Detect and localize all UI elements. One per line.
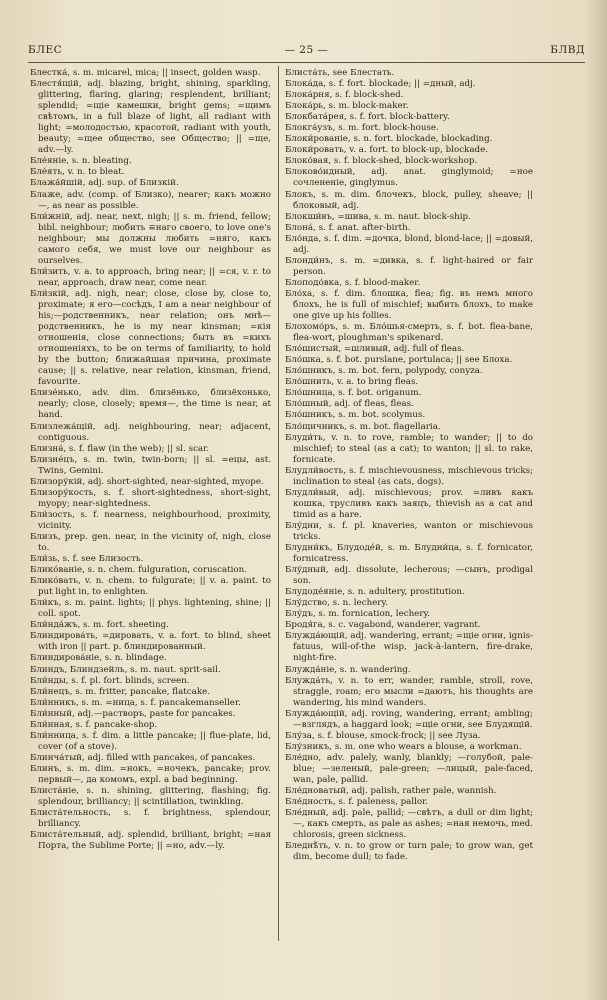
dictionary-entry: Бло́шница, s. f. bot. origanum. [285,388,422,399]
dictionary-entry: Блонди́нъ, s. m. =дивка, s. f. light-haired or fair person. [285,255,533,277]
dictionary-entry: Бло́щичникъ, s. m. bot. flagellaria. [285,421,441,432]
dictionary-entry: Бло́шникъ, s. m. bot. fern, polypody, conyza. [285,366,483,377]
dictionary-entry: Блоково́идный, adj. anat. ginglymoid; =ное сочлененіе, ginglymus. [285,167,533,189]
dictionary-entry: Блу́дни, s. f. pl. knaveries, wanton or mischievous tricks. [285,520,533,542]
dictionary-entry: Бли́нная, s. f. pancake-shop. [30,719,158,730]
dictionary-entry: Близъ, prep. gen. near, in the vicinity of, nigh, close to. [30,531,271,554]
dictionary-entry: Бло́шникъ, s. m. bot. scolymus. [285,410,426,421]
dictionary-entry: Блинча́тый, adj. filled with pancakes, of pancakes. [30,752,256,763]
dictionary-entry: Блестка́, s. m. micarel, mica; || insect, golden wasp. [30,68,261,78]
dictionary-entry: Блокга́узъ, s. m. fort. block-house. [285,123,439,134]
dictionary-entry: Бле́дность, s. f. paleness, pallor. [285,797,429,808]
dictionary-entry: Блико́вать, v. n. chem. to fulgurate; || v. a. paint. to put light in, to enlighten. [30,576,271,598]
dictionary-entry: Блинъ, s. m. dim. =нокъ, =ночекъ, pancake; prov. первый—, да комомъ, expl. a bad beginning. [30,763,271,785]
dictionary-entry: Бле́ять, v. n. to bleat. [30,167,125,178]
left-column [30,68,271,948]
dictionary-entry: Бли́жній, adj. near, next, nigh; || s. m. friend, fellow; bibl. neighbour; любить ≡наго своего, to love one's neighbour; мы должны любить =няго, какъ самого себя, we must love our neighbour as ourselves. [30,211,271,266]
dictionary-entry: Блудни́къ, Блудоде́й, s. m. Блудни́ца, s. f. fornicator, fornicatress. [285,543,533,565]
dictionary-entry: Бло́шный, adj. of fleas, fleas. [285,399,414,410]
dictionary-entry: Блоко́вая, s. f. block-shed, block-workshop. [285,156,478,167]
dictionary-entry: Бли́нда́жъ, s. m. fort. sheeting. [30,620,169,631]
dictionary-entry: Бродя́га, s. c. vagabond, wanderer, vagrant. [285,620,481,631]
dictionary-entry: Близе́нько, adv. dim. близёнько, близёхонько, nearly; close, closely; время—, the time is near, at hand. [30,388,271,421]
dictionary-entry: Блиндъ, Блиндзейль, s. m. naut. sprit-sail. [30,664,221,675]
dictionary-entry: Блиста́ніе, s. n. shining, glittering, flashing; fig. splendour, brilliancy; || scintillation, twinkling. [30,786,271,808]
dictionary-entry: Близору́кій, adj. short-sighted, near-sighted, myope. [30,476,264,487]
dictionary-entry: Бло́нда, s. f. dim. =дочка, blond, blond-lace; || =довый, adj. [285,233,533,255]
dictionary-entry: Блу́зникъ, s. m. one who wears a blouse, a workman. [285,741,522,752]
dictionary-entry: Близна́, s. f. flaw (in the web); || sl. scar. [30,443,210,454]
dictionary-entry: Блохомо́ръ, s. m. Бло́шья-смерть, s. f. bot. flea-bane, flea-wort, ploughman's spikenard. [285,322,533,344]
dictionary-entry: Блу́дный, adj. dissolute, lecherous; —сынъ, prodigal son. [285,565,533,587]
dictionary-entry: Бли́зь, s. f. see Близость. [30,554,144,565]
dictionary-entry: Блокъ, s. m. dim. блочекъ, block, pulley, sheave; || блоковый, adj. [285,189,533,211]
dictionary-entry: Блока́рь, s. m. block-maker. [285,101,409,112]
dictionary-entry: Бледнѣ́ть, v. n. to grow or turn pale; to grow wan, get dim, become dull; to fade. [285,841,533,863]
dictionary-entry: Блудли́вость, s. f. mischievousness, mischievous tricks; inclination to steal (as cats, dogs). [285,465,533,487]
dictionary-entry: Блоподо́вка, s. f. blood-maker. [285,277,421,288]
column-divider [278,66,279,941]
right-column [285,68,533,948]
dictionary-entry: Бле́дно, adv. palely, wanly, blankly; —голубой, pale-blue; —зеленый, pale-green; —лицый, pale-faced, wan, pale, pallid. [285,752,533,785]
dictionary-entry: Блиндирова́ніе, s. n. blindage. [30,653,167,664]
dictionary-entry: Блиста́тельный, adj. splendid, brilliant, bright; =ная Порта, the Sublime Porte; || =но, adv.—ly. [30,830,271,852]
dictionary-entry: Блаже, adv. (comp. of Близко), nearer; какъ можно—, as near as possible. [30,189,271,211]
header-right-guideword: БЛВД [550,44,585,56]
dictionary-entry: Блоки́рованіе, s. n. fort. blockade, blockading. [285,134,493,145]
dictionary-entry: Блиста́ть, see Блестать. [285,68,395,78]
dictionary-entry: Бли́нница, s. f. dim. a little pancake; || flue-plate, lid, cover (of a stove). [30,730,271,752]
dictionary-entry: Блужда́ющій, adj. roving, wandering, errant; ambling; —взглядъ, a haggard look; =щіе огни, see Блудящій. [285,708,533,730]
dictionary-entry: Блиндирова́ть, =дировать, v. a. fort. to blind, sheet with iron || part. p. блиндированный. [30,631,271,653]
dictionary-entry: Блужда́ющій, adj. wandering, errant; =щіе огни, ignis-fatuus, will-of-the wisp, jack-à-lantern, fire-drake, night-fire. [285,631,533,664]
header-rule [28,62,585,63]
dictionary-entry: Близору́кость, s. f. short-sightedness, short-sight, myopy; near-sightedness. [30,487,271,509]
page-number: — 25 — [284,44,329,56]
dictionary-entry: Блоки́ровать, v. a. fort. to block-up, blockade. [285,145,488,156]
dictionary-entry: Блудоде́яніе, s. n. adultery, prostitution. [285,587,465,598]
dictionary-entry: Блико́ваніе, s. n. chem. fulguration, coruscation. [30,565,248,576]
dictionary-entry: Блажа́йшій, adj. sup. of Близкій. [30,178,179,189]
dictionary-entry: Блу́за, s. f. blouse, smock-frock; || see Луза. [285,730,481,741]
dictionary-entry: Блока́рня, s. f. block-shed. [285,90,404,101]
dictionary-entry: Бли́къ, s. m. paint. lights; || phys. lightening, shine; || coll. spot. [30,598,271,620]
dictionary-entry: Блокбата́рея, s. f. fort. block-battery. [285,112,450,123]
dictionary-entry: Блестя́щій, adj. blazing, bright, shining, sparkling, glittering, flaring, glaring; resplendent, brilliant; splendid; =щіе камешки, bright gems; =щимъ свѣтомъ, in a full blaze of light, all radiant with light; =молодостью, красотой, radiant with youth, beauty; =щее общество, see Общество; || =ще, adv.—ly. [30,79,271,156]
dictionary-entry: Бло́шка, s. f. bot. purslane, portulaca; || see Блоха. [285,355,513,366]
dictionary-entry: Бло́шистый, =шливый, adj. full of fleas. [285,344,465,355]
dictionary-entry: Бли́нникъ, s. m. =ница, s. f. pancakemanseller. [30,697,241,708]
header-left-guideword: БЛЕС [28,44,63,56]
dictionary-entry: Блока́да, s. f. fort. blockade; || =дный, adj. [285,79,476,90]
dictionary-entry: Бли́зкій, adj. nigh, near; close, close by, close to, proximate; я его—сосѣдъ, I am a near neighbour of his;—родственникъ, near relation; онъ мнѣ—родственникъ, he is my near kinsman; =кія отношенія, close connections; быть въ =кихъ отношеніяхъ, to be on terms of familiarity, to hold by the button; ближайшая причина, proximate cause; || s. relative, near relation, kinsman, friend, favourite. [30,288,271,388]
dictionary-entry: Близлежа́щій, adj. neighbouring, near; adjacent, contiguous. [30,421,271,443]
dictionary-entry: Блуди́ть, v. n. to rove, ramble; to wander; || to do mischief; to steal (as a cat); to wanton; || sl. to rake, fornicate. [285,432,533,465]
page-header [28,44,585,60]
dictionary-entry: Бле́дноватый, adj. palish, rather pale, wannish. [285,786,497,797]
dictionary-entry: Бле́дный, adj. pale, pallid; —свѣтъ, a dull or dim light; —, какъ смерть, as pale as ashes; =ная немочь, med. chlorosis, green sickness. [285,808,533,841]
dictionary-entry: Близне́цъ, s. m. twin, twin-born; || sl. =ецы, ast. Twins, Gemini. [30,454,271,476]
dictionary-entry: Бле́яніе, s. n. bleating. [30,156,132,167]
dictionary-entry: Блужда́ніе, s. n. wandering. [285,664,411,675]
page-gutter-shadow [585,0,607,1000]
dictionary-entry: Блу́дъ, s. m. fornication, lechery. [285,609,430,620]
dictionary-entry: Бли́нды, s. f. pl. fort. blinds, screen. [30,675,190,686]
dictionary-entry: Бли́зость, s. f. nearness, neighbourhood, proximity, vicinity. [30,509,271,531]
dictionary-entry: Бло́ха, s. f. dim. блошка, flea; fig. въ немъ много блохъ, he is full of mischief; выбить блохъ, to make one give up his follies. [285,288,533,322]
dictionary-entry: Блиста́тельность, s. f. brightness, splendour, brilliancy. [30,808,271,830]
dictionary-entry: Блона́, s. f. anat. after-birth. [285,222,411,233]
dictionary-entry: Блокши́въ, =шива, s. m. naut. block-ship. [285,211,471,222]
dictionary-entry: Бли́нный, adj.—растворъ, paste for pancakes. [30,708,236,719]
dictionary-entry: Бло́шнить, v. a. to bring fleas. [285,377,419,388]
dictionary-entry: Блу́дство, s. n. lechery. [285,598,388,609]
dictionary-entry: Блудли́вый, adj. mischievous; prov. =ливъ какъ кошка, трусливъ какъ заяцъ, thievish as a cat and timid as a hare. [285,487,533,520]
dictionary-entry: Бли́нецъ, s. m. fritter, pancake, flatcake. [30,686,210,697]
dictionary-entry: Блужда́ть, v. n. to err, wander, ramble, stroll, rove, straggle, roam; его мысли =даютъ, his thoughts are wandering, his mind wanders. [285,675,533,708]
dictionary-entry: Бли́зить, v. a. to approach, bring near; || =ся, v. r. to near, approach, draw near, come near. [30,266,271,288]
